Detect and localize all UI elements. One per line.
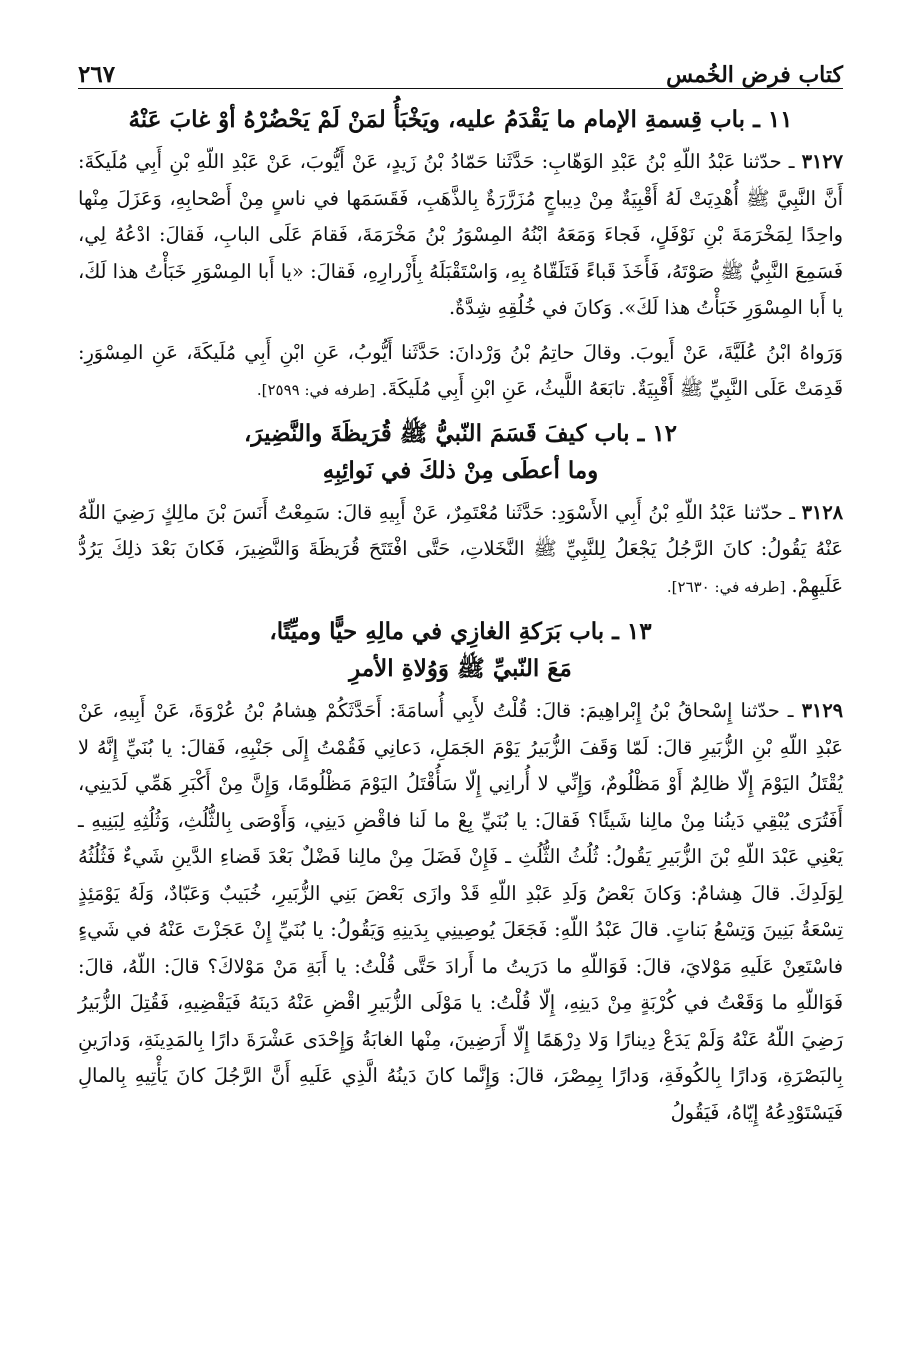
hadith-number: ٣١٢٩ [801,699,843,722]
chapter-heading-line: وما أعطَى مِنْ ذلكَ في نَوائِبِهِ [322,456,599,484]
chapter-heading-line: ١١ ـ باب قِسمةِ الإمام ما يَقْدَمُ عليه، ويَخْبَأُ لمَنْ لَمْ يَحْضُرْهُ أوْ غابَ عَنْهُ [128,106,793,133]
running-header [78,50,843,89]
hadith-3128 [78,495,843,606]
hadith-number: ٣١٢٧ [801,150,843,173]
chapter-13-heading [78,613,843,687]
running-title: كتاب فرض الخُمس [666,62,843,88]
hadith-3127 [78,144,843,327]
page-number: ٢٦٧ [78,61,116,88]
hadith-number: ٣١٢٨ [801,500,843,524]
chapter-12-heading [78,415,843,489]
hadith-text: ـ حدّثنا عَبْدُ اللّهِ بْنُ عَبْدِ الوَهّابِ: حَدَّثَنا حَمّادُ بْنُ زَيدٍ، عَنْ أَيُّوبَ، عَنْ عَبْدِ اللّهِ بْنِ أَبِي مُلَيكَةَ: أَنَّ النَّبِيَّ ﷺ أُهْدِيَتْ لَهُ أَقْبِيَةٌ مِنْ دِيباجٍ مُزَرَّرَةٌ بِالذَّهَبِ، فَقَسَمَها في ناسٍ مِنْ أَصْحابِهِ، وَعَزَلَ مِنْها واحِدًا لِمَخْرَمَةَ بْنِ نَوْفَلٍ، فَجاءَ وَمَعَهُ ابْنُهُ المِسْوَرُ بْنُ مَخْرَمَةَ، فَقامَ عَلَى البابِ، فَقالَ: ادْعُهُ لِي، فَسَمِعَ النَّبِيُّ ﷺ صَوْتَهُ، فَأَخَذَ قَباءً فَتَلَقّاهُ بِهِ، وَاسْتَقْبَلَهُ بِأَزْرارِهِ، فَقالَ: «يا أَبا المِسْوَرِ خَبَأْتُ هذا لَكَ، يا أَبا المِسْوَرِ خَبَأْتُ هذا لَكَ». وَكانَ في خُلُقِهِ شِدَّةٌ. [78,150,843,319]
hadith-text: ـ حدّثنا عَبْدُ اللّهِ بْنُ أَبِي الأَسْوَدِ: حَدَّثَنا مُعْتَمِرٌ، عَنْ أَبِيهِ قالَ: سَمِعْتُ أَنَسَ بْنَ مالِكٍ رَضِيَ اللّهُ عَنْهُ يَقُولُ: كانَ الرَّجُلُ يَجْعَلُ لِلنَّبِيِّ ﷺ النَّخَلاتِ، حَتَّى افْتَتَحَ قُرَيظَةَ وَالنَّضِيرَ، فَكانَ بَعْدَ ذلِكَ يَرُدُّ عَلَيهِمْ. [78,500,843,597]
cross-reference: [طرفه في: ٢٦٣٠]. [666,577,786,596]
chapter-heading-line: ١٢ ـ باب كيفَ قَسَمَ النّبيُّ ﷺ قُرَيظَةَ والنَّضِيرَ، [243,419,678,447]
chapter-heading-line: مَعَ النّبيِّ ﷺ وَوُلاةِ الأمرِ [349,655,572,682]
note-text: وَرَواهُ ابْنُ عُلَيَّةَ، عَنْ أَيوبَ. وقالَ حاتِمُ بْنُ وَرْدانَ: حَدَّثَنا أَيُّوبُ، عَنِ ابْنِ أَبِي مُلَيكَةَ، عَنِ المِسْوَرِ: قَدِمَتْ عَلَى النَّبِيِّ ﷺ أَقْبِيَةٌ. تابَعَهُ اللَّيثُ، عَنِ ابْنِ أَبِي مُلَيكَةَ. [78,340,843,400]
chapter-11-heading [78,101,843,138]
cross-reference: [طرفه في: ٢٥٩٩]. [256,381,376,399]
hadith-text: ـ حدّثنا إِسْحاقُ بْنُ إِبْراهِيمَ: قالَ: قُلْتُ لأَبِي أُسامَةَ: أَحَدَّثَكُمْ هِشامُ بْنُ عُرْوَةَ، عَنْ أَبِيهِ، عَنْ عَبْدِ اللّهِ بْنِ الزُّبَيرِ قالَ: لَمّا وَقَفَ الزُّبَيرُ يَوْمَ الجَمَلِ، دَعانِي فَقُمْتُ إِلَى جَنْبِهِ، فَقالَ: يا بُنَيِّ إِنَّهُ لا يُقْتَلُ اليَوْمَ إِلّا ظالِمٌ أَوْ مَظْلُومٌ، وَإِنِّي لا أُرانِي إِلّا سَأُقْتَلُ اليَوْمَ مَظْلُومًا، وَإِنَّ مِنْ أَكْبَرِ هَمِّي لَدَينِي، أَفَتُرَى يُبْقِي دَينُنا مِنْ مالِنا شَيئًا؟ فَقالَ: يا بُنَيِّ بِعْ ما لَنا فاقْضِ دَينِي، وَأَوْصَى بِالثُّلُثِ، وَثُلُثِهِ لِبَنِيهِ ـ يَعْنِي عَبْدَ اللّهِ بْنَ الزُّبَيرِ يَقُولُ: ثُلُثُ الثُّلُثِ ـ فَإِنْ فَضَلَ مِنْ مالِنا فَضْلٌ بَعْدَ قَضاءِ الدَّينِ شَيءٌ فَثُلُثُهُ لِوَلَدِكَ. قالَ هِشامٌ: وَكانَ بَعْضُ وَلَدِ عَبْدِ اللّهِ قَدْ وازَى بَعْضَ بَنِي الزُّبَيرِ، خُبَيبٌ وَعَبّادٌ، وَلَهُ يَوْمَئِذٍ تِسْعَةُ بَنِينَ وَتِسْعُ بَناتٍ. قالَ عَبْدُ اللّهِ: فَجَعَلَ يُوصِينِي بِدَينِهِ وَيَقُولُ: يا بُنَيِّ إِنْ عَجَزْتَ عَنْهُ في شَيءٍ فاسْتَعِنْ عَلَيهِ مَوْلايَ، قالَ: فَوَاللّهِ ما دَرَيتُ ما أَرادَ حَتَّى قُلْتُ: يا أَبَةِ مَنْ مَوْلاكَ؟ قالَ: اللّهُ، قالَ: فَوَاللّهِ ما وَقَعْتُ في كُرْبَةٍ مِنْ دَينِهِ، إِلّا قُلْتُ: يا مَوْلَى الزُّبَيرِ اقْضِ عَنْهُ دَينَهُ فَيَقْضِيهِ، فَقُتِلَ الزُّبَيرُ رَضِيَ اللّهُ عَنْهُ وَلَمْ يَدَعْ دِينارًا وَلا دِرْهَمًا إِلّا أَرَضِينَ، مِنْها الغابَةُ وَإِحْدَى عَشْرَةَ دارًا بِالمَدِينَةِ، وَدارَينِ بِالبَصْرَةِ، وَدارًا بِالكُوفَةِ، وَدارًا بِمِصْرَ، قالَ: وَإِنَّما كانَ دَينُهُ الَّذِي عَلَيهِ أَنَّ الرَّجُلَ كانَ يَأْتِيهِ بِالمالِ فَيَسْتَوْدِعُهُ إِيّاهُ، فَيَقُولُ [78,699,843,1124]
chapter-heading-line: ١٣ ـ باب بَرَكةِ الغازِي في مالِهِ حيًّا وميِّتًا، [269,618,652,645]
hadith-3129 [78,693,843,1131]
hadith-3127-note [78,335,843,409]
